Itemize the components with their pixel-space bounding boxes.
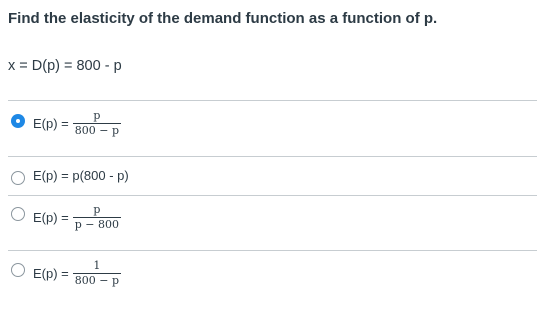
fraction-denominator: p − 800 — [74, 218, 120, 231]
radio-button[interactable] — [11, 207, 25, 221]
fraction-denominator: 800 − p — [74, 124, 120, 137]
answer-option-3-content — [33, 204, 121, 231]
fraction — [73, 260, 121, 287]
option-lhs: E(p) = — [33, 266, 69, 281]
fraction — [73, 204, 121, 231]
answer-option-1[interactable] — [0, 101, 537, 151]
fraction-denominator: 800 − p — [74, 274, 120, 287]
answer-option-4[interactable] — [0, 251, 537, 301]
option-lhs: E(p) = — [33, 210, 69, 225]
demand-equation: x = D(p) = 800 - p — [8, 58, 122, 74]
question-title: Find the elasticity of the demand function as a function of p. — [8, 10, 438, 27]
answer-option-3[interactable] — [0, 196, 537, 246]
option-text: E(p) = p(800 - p) — [33, 168, 129, 183]
radio-button-selected[interactable] — [11, 114, 25, 128]
option-lhs: E(p) = — [33, 116, 69, 131]
radio-button[interactable] — [11, 263, 25, 277]
answer-option-2-content — [33, 168, 129, 183]
radio-button[interactable] — [11, 171, 25, 185]
fraction-numerator: 1 — [93, 259, 101, 272]
fraction-numerator: p — [93, 109, 101, 122]
answer-option-1-content — [33, 110, 121, 137]
fraction-numerator: p — [93, 203, 101, 216]
answer-option-4-content — [33, 260, 121, 287]
fraction — [73, 110, 121, 137]
